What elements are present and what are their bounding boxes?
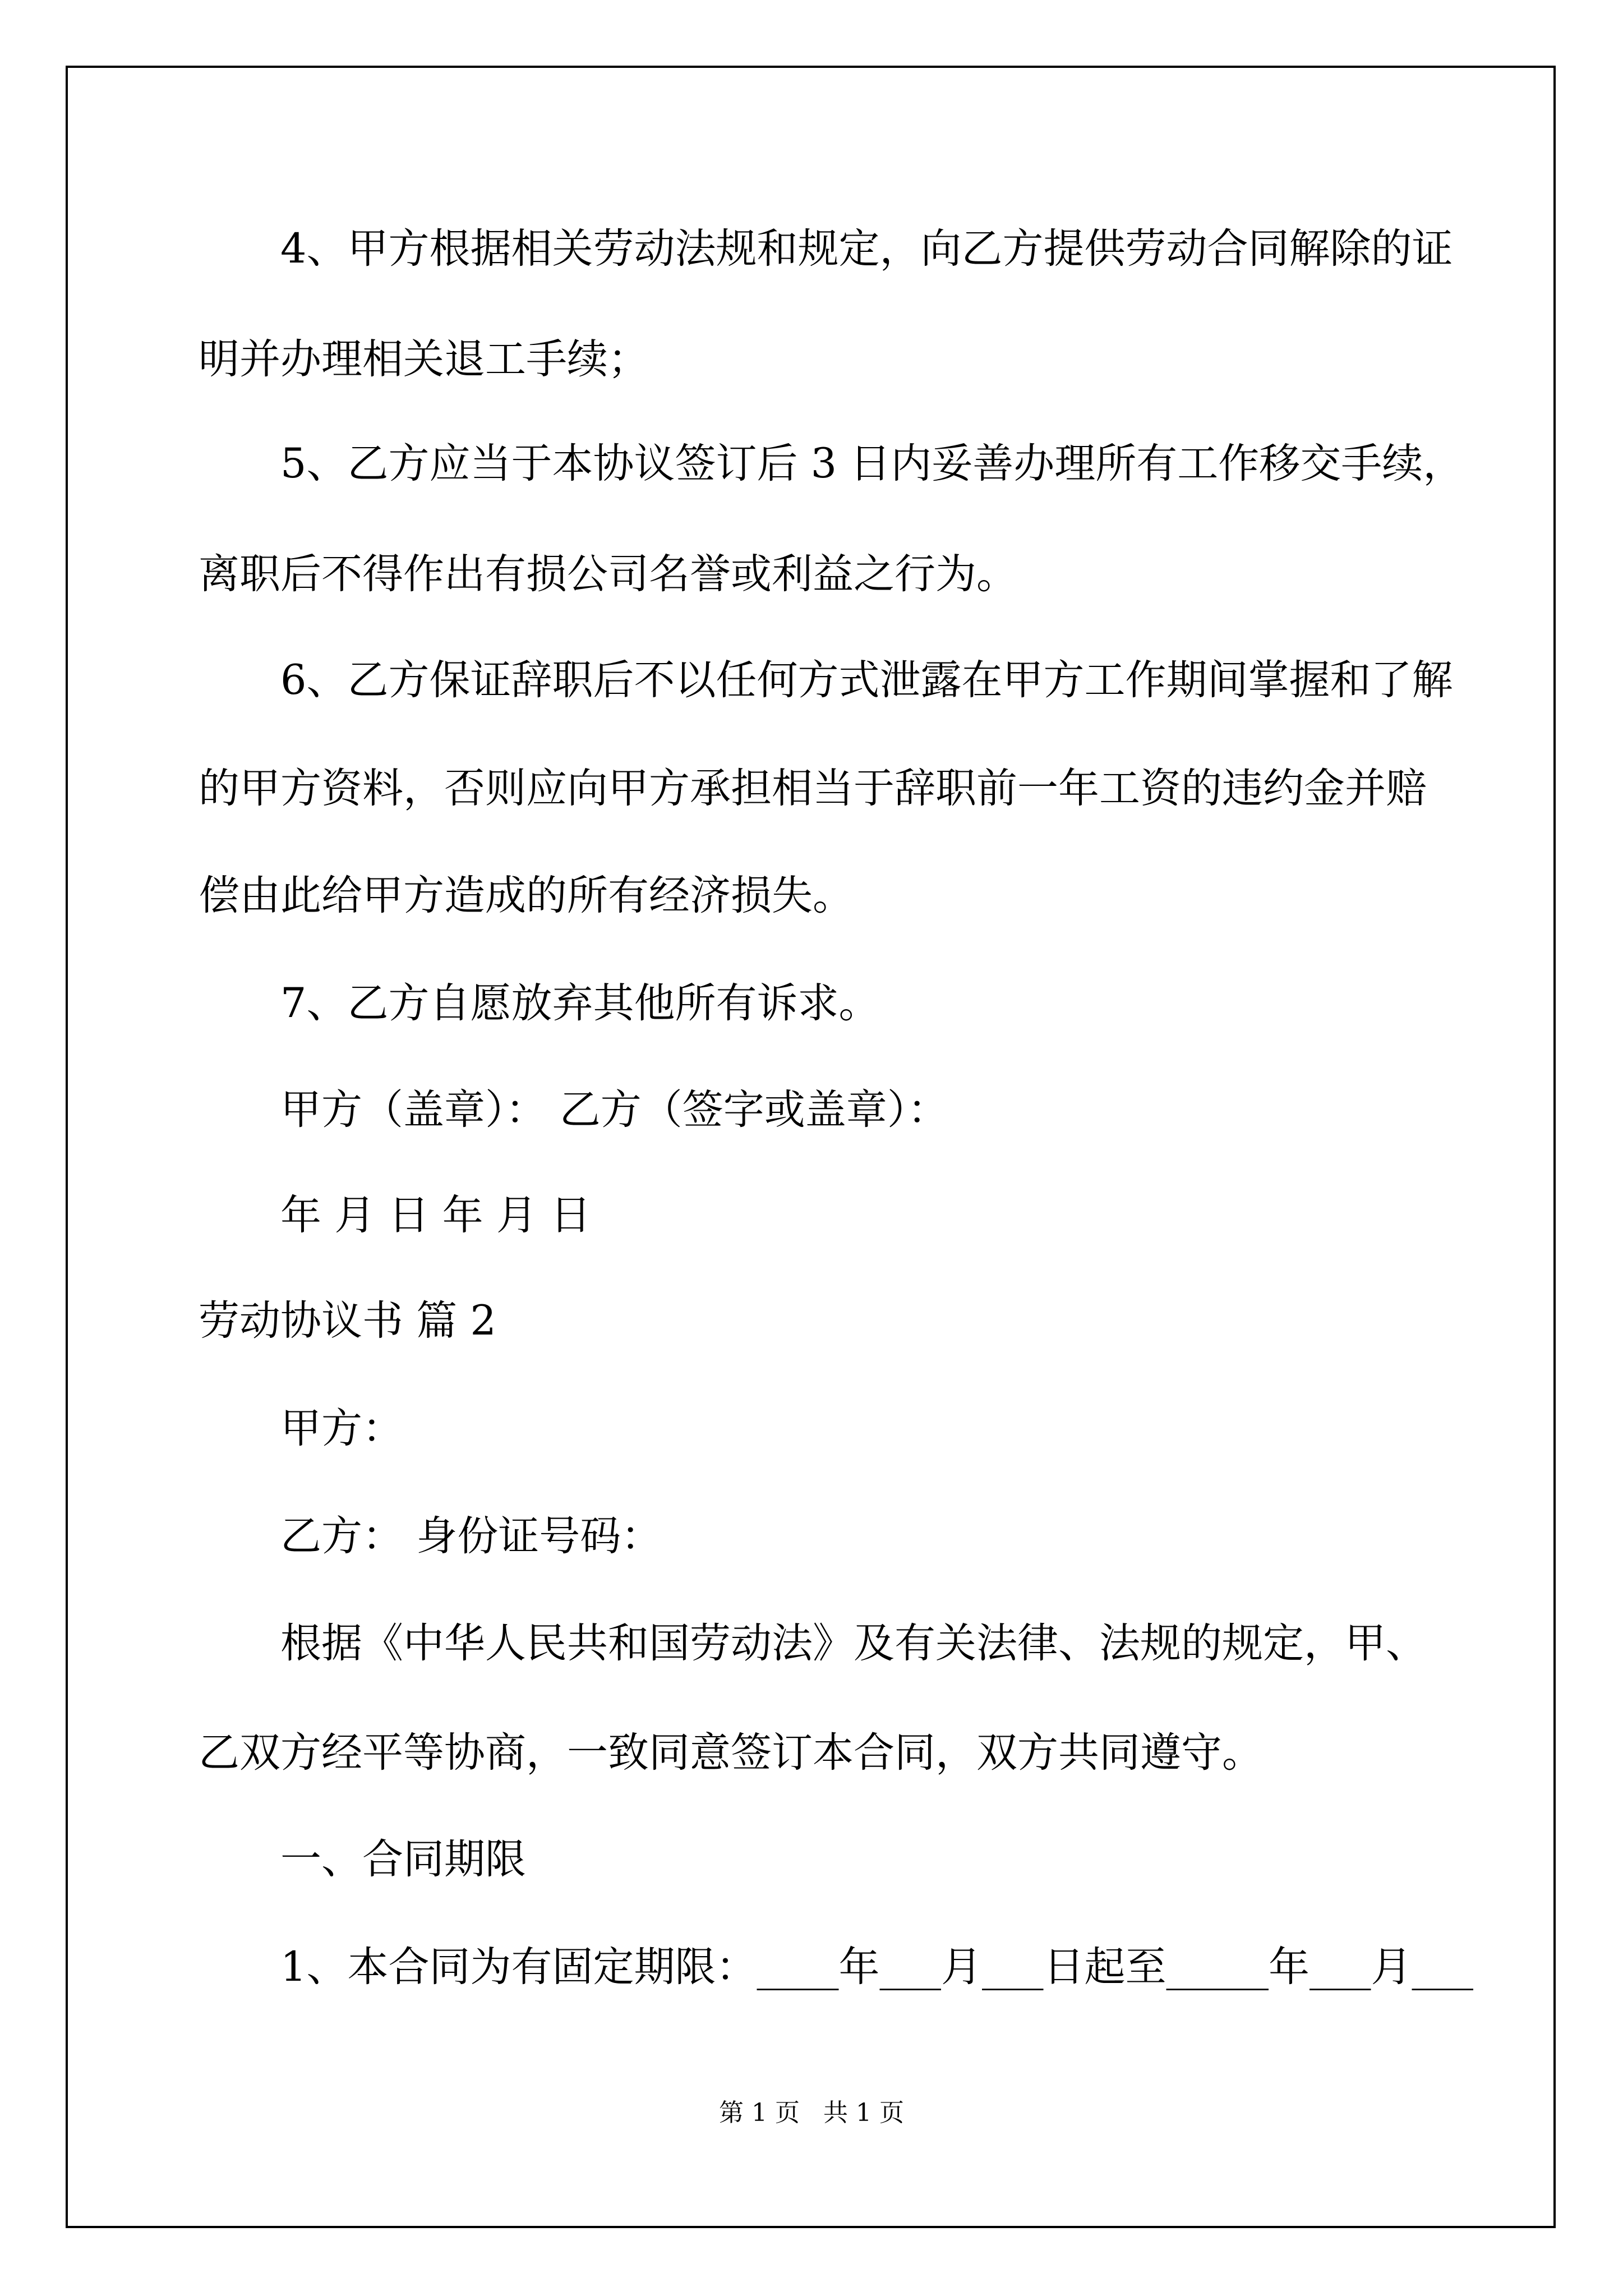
clause-6-line-3: 偿由此给甲方造成的所有经济损失。 [199, 872, 854, 919]
party-b-line: 乙方： 身份证号码： [280, 1512, 662, 1560]
preamble-line-2: 乙双方经平等协商，一致同意签订本合同，双方共同遵守。 [199, 1729, 1263, 1777]
signature-line: 甲方（盖章）： 乙方（签字或盖章）： [280, 1086, 949, 1134]
section-title: 劳动协议书 篇 2 [199, 1297, 496, 1345]
clause-4-line-2: 明并办理相关退工手续； [199, 335, 649, 383]
clause-6-line-1: 6、乙方保证辞职后不以任何方式泄露在甲方工作期间掌握和了解 [280, 656, 1453, 704]
clause-5-line-2: 离职后不得作出有损公司名誉或利益之行为。 [199, 550, 1017, 598]
clause-6-line-2: 的甲方资料，否则应向甲方承担相当于辞职前一年工资的违约金并赔 [199, 765, 1427, 812]
date-line: 年 月 日 年 月 日 [280, 1191, 592, 1239]
preamble-line-1: 根据《中华人民共和国劳动法》及有关法律、法规的规定，甲、 [280, 1619, 1427, 1667]
contract-term-clause-1: 1、本合同为有固定期限：____年___月___日起至_____年___月___ [280, 1943, 1473, 1991]
contract-term-heading: 一、合同期限 [280, 1835, 526, 1883]
clause-7: 7、乙方自愿放弃其他所有诉求。 [280, 979, 880, 1027]
page-border [66, 66, 1556, 2228]
party-a-line: 甲方： [280, 1405, 403, 1452]
clause-4-line-1: 4、甲方根据相关劳动法规和规定，向乙方提供劳动合同解除的证 [280, 225, 1453, 273]
clause-5-line-1: 5、乙方应当于本协议签订后 3 日内妥善办理所有工作移交手续， [280, 440, 1464, 487]
page-footer: 第 1 页 共 1 页 [719, 2099, 904, 2127]
